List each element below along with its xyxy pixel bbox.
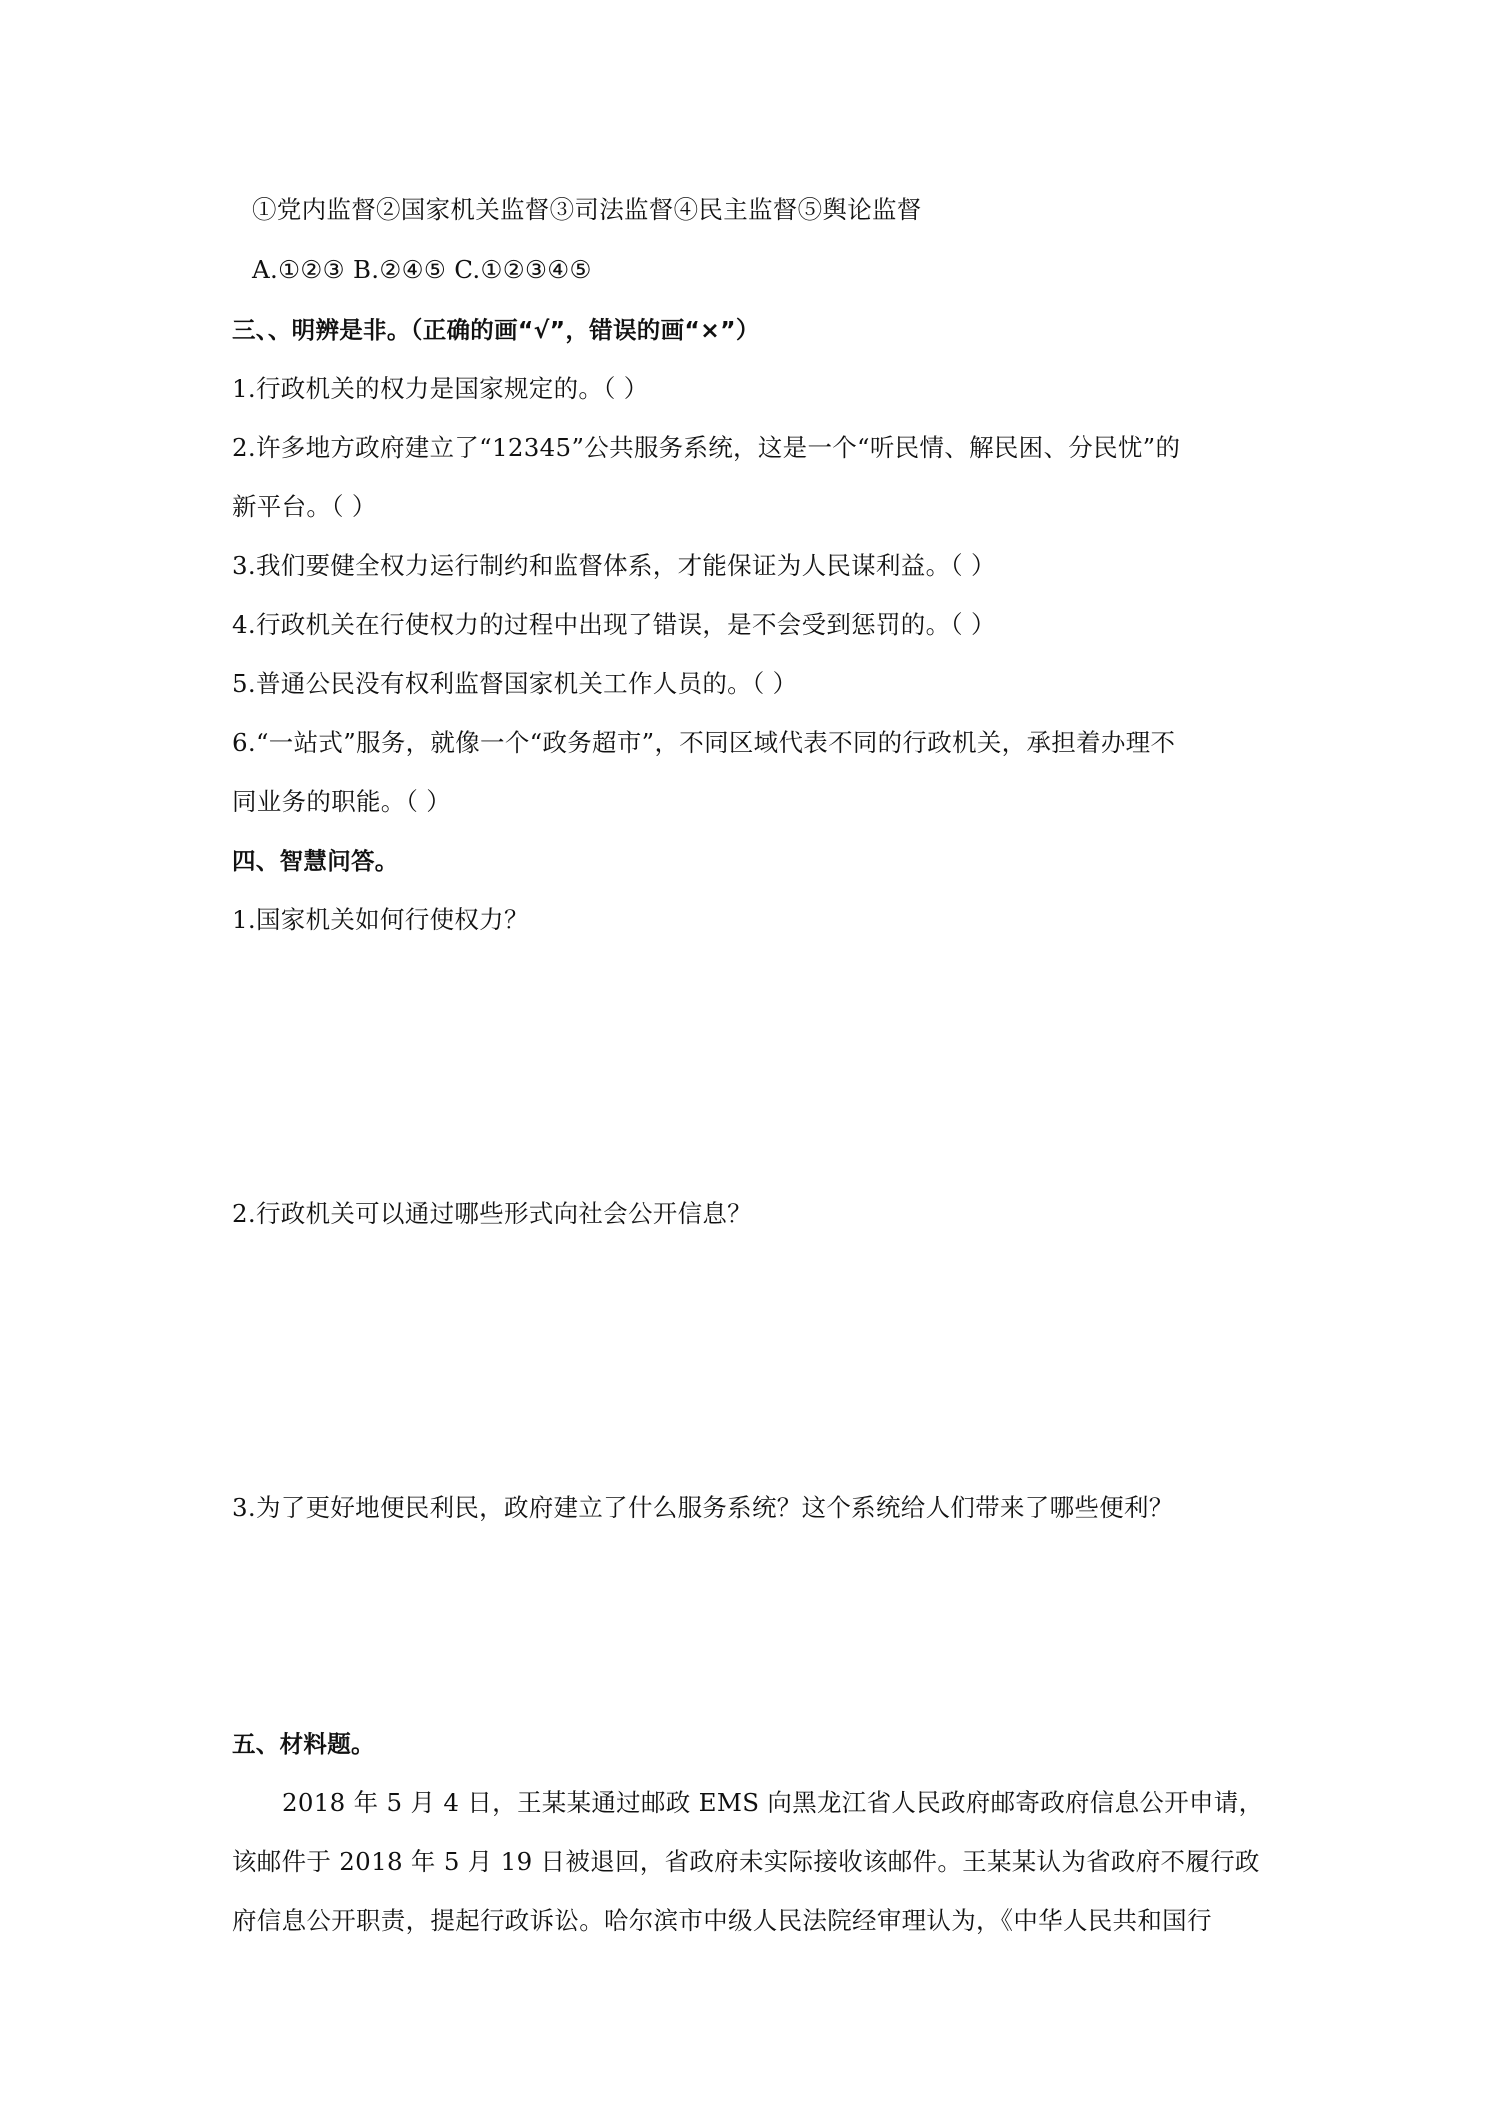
judgement-item-1: 1.行政机关的权力是国家规定的。（ ） [232, 374, 649, 403]
judgement-item-2-cont: 新平台。（ ） [232, 492, 377, 521]
question-1: 1.国家机关如何行使权力？ [232, 905, 529, 934]
judgement-item-4: 4.行政机关在行使权力的过程中出现了错误，是不会受到惩罚的。（ ） [232, 610, 996, 639]
judgement-item-2: 2.许多地方政府建立了“12345”公共服务系统，这是一个“听民情、解民困、分民忧”的 [232, 433, 1181, 462]
judgement-item-5: 5.普通公民没有权利监督国家机关工作人员的。（ ） [232, 669, 798, 698]
material-paragraph-line-3: 府信息公开职责，提起行政诉讼。哈尔滨市中级人民法院经审理认为，《中华人民共和国行 [232, 1906, 1212, 1935]
judgement-item-3: 3.我们要健全权力运行制约和监督体系，才能保证为人民谋利益。（ ） [232, 551, 996, 580]
supervision-list-line: ①党内监督②国家机关监督③司法监督④民主监督⑤舆论监督 [252, 195, 922, 224]
section3-heading: 三、、明辨是非。（正确的画“√”，错误的画“×”） [232, 316, 760, 344]
judgement-item-6-cont: 同业务的职能。（ ） [232, 787, 452, 816]
section4-heading: 四、智慧问答。 [232, 847, 399, 875]
material-paragraph-line-2: 该邮件于 2018 年 5 月 19 日被退回，省政府未实际接收该邮件。王某某认为省政府不履行政 [232, 1847, 1260, 1876]
question-2: 2.行政机关可以通过哪些形式向社会公开信息？ [232, 1199, 752, 1228]
question-3: 3.为了更好地便民利民，政府建立了什么服务系统？这个系统给人们带来了哪些便利？ [232, 1493, 1174, 1522]
section5-heading: 五、材料题。 [232, 1730, 375, 1758]
material-paragraph-line-1: 2018 年 5 月 4 日，王某某通过邮政 EMS 向黑龙江省人民政府邮寄政府信息公开申请， [282, 1788, 1264, 1817]
judgement-item-6: 6.“一站式”服务，就像一个“政务超市”，不同区域代表不同的行政机关，承担着办理不 [232, 728, 1176, 757]
answer-options-line: A.①②③ B.②④⑤ C.①②③④⑤ [252, 255, 592, 284]
